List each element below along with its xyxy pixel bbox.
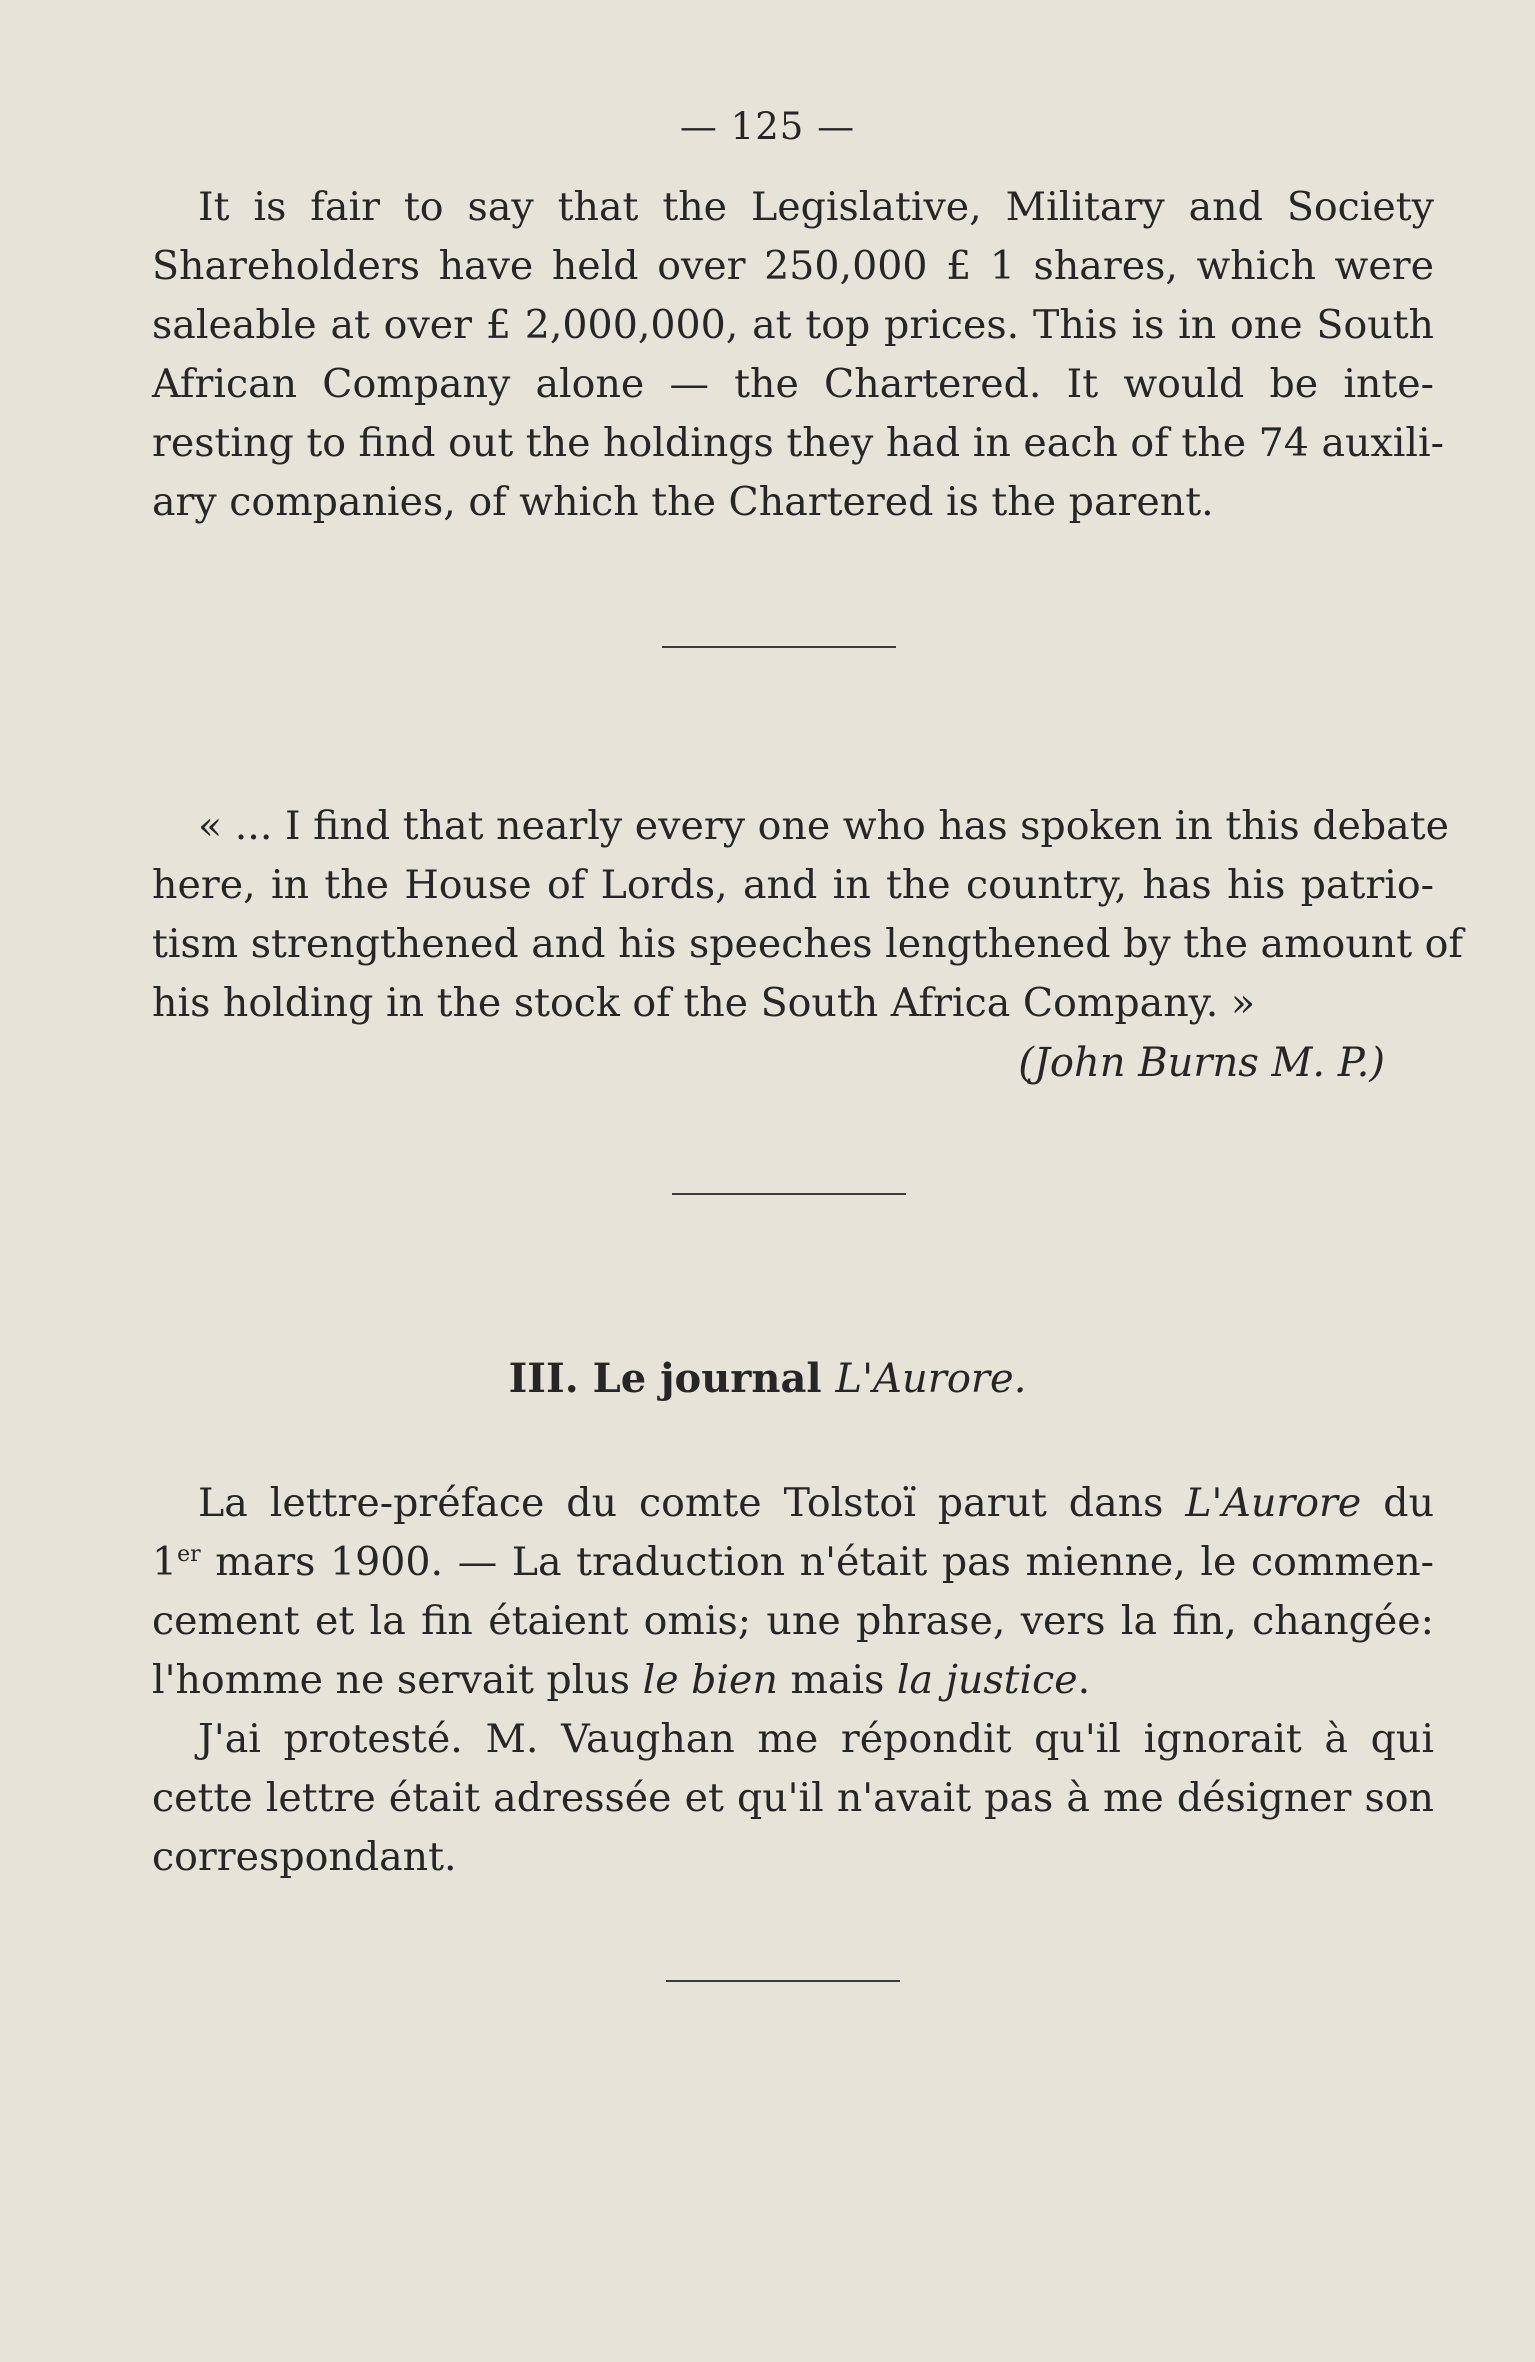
- text-line: ary companies, of which the Chartered is the parent.: [152, 479, 1214, 525]
- text-fragment: mars 1900. — La traduction n'était pas mienne, le commen-: [200, 1539, 1434, 1585]
- text-line: African Company alone — the Chartered. It would be inte-: [152, 361, 1434, 407]
- quote-line: tism strengthened and his speeches lengthened by the amount of: [152, 921, 1464, 967]
- text-fragment: mais: [777, 1657, 897, 1703]
- section-heading-text: III. Le journal: [508, 1355, 836, 1402]
- text-fragment: .: [1077, 1657, 1091, 1703]
- section-heading-journal: L'Aurore.: [835, 1356, 1027, 1402]
- text-line: [152, 1474, 1434, 1533]
- quote-line: his holding in the stock of the South Africa Company. »: [152, 980, 1255, 1026]
- quote-line: here, in the House of Lords, and in the country, has his patrio-: [152, 862, 1434, 908]
- text-line: resting to find out the holdings they had in each of the 74 auxili-: [152, 420, 1444, 466]
- text-fragment: l'homme ne servait plus: [152, 1657, 643, 1703]
- text-line: saleable at over £ 2,000,000, at top prices. This is in one South: [152, 302, 1434, 348]
- text-line: Shareholders have held over 250,000 £ 1 shares, which were: [152, 243, 1434, 289]
- text-line: cette lettre était adressée et qu'il n'avait pas à me désigner son: [152, 1775, 1434, 1821]
- section-divider: [672, 1193, 906, 1195]
- text-line: J'ai protesté. M. Vaughan me répondit qu'il ignorait à qui: [198, 1716, 1434, 1762]
- quote-line: « ... I find that nearly every one who has spoken in this debate: [198, 803, 1449, 849]
- text-line: correspondant.: [152, 1834, 457, 1880]
- quote-burns: [152, 797, 1464, 1033]
- text-line: [152, 1533, 1434, 1592]
- page-number: — 125 —: [679, 105, 856, 148]
- text-fragment: 1: [152, 1539, 178, 1585]
- superscript: er: [177, 1542, 201, 1567]
- paragraph-aurore: [152, 1474, 1434, 1887]
- text-line: cement et la fin étaient omis; une phrase, vers la fin, changée:: [152, 1598, 1434, 1644]
- section-divider: [662, 646, 896, 648]
- paragraph-shareholders: [152, 178, 1444, 532]
- text-fragment: du: [1361, 1480, 1435, 1526]
- emphasis: le bien: [642, 1657, 778, 1703]
- section-divider: [666, 1980, 900, 1982]
- emphasis: la justice: [896, 1657, 1078, 1703]
- text-fragment: La lettre-préface du comte Tolstoï parut dans: [198, 1480, 1186, 1526]
- journal-title: L'Aurore: [1185, 1480, 1362, 1526]
- text-line: [152, 1651, 1434, 1710]
- quote-attribution: (John Burns M. P.): [1018, 1040, 1385, 1086]
- section-heading: [0, 1355, 1535, 1402]
- text-line: It is fair to say that the Legislative, Military and Society: [198, 184, 1434, 230]
